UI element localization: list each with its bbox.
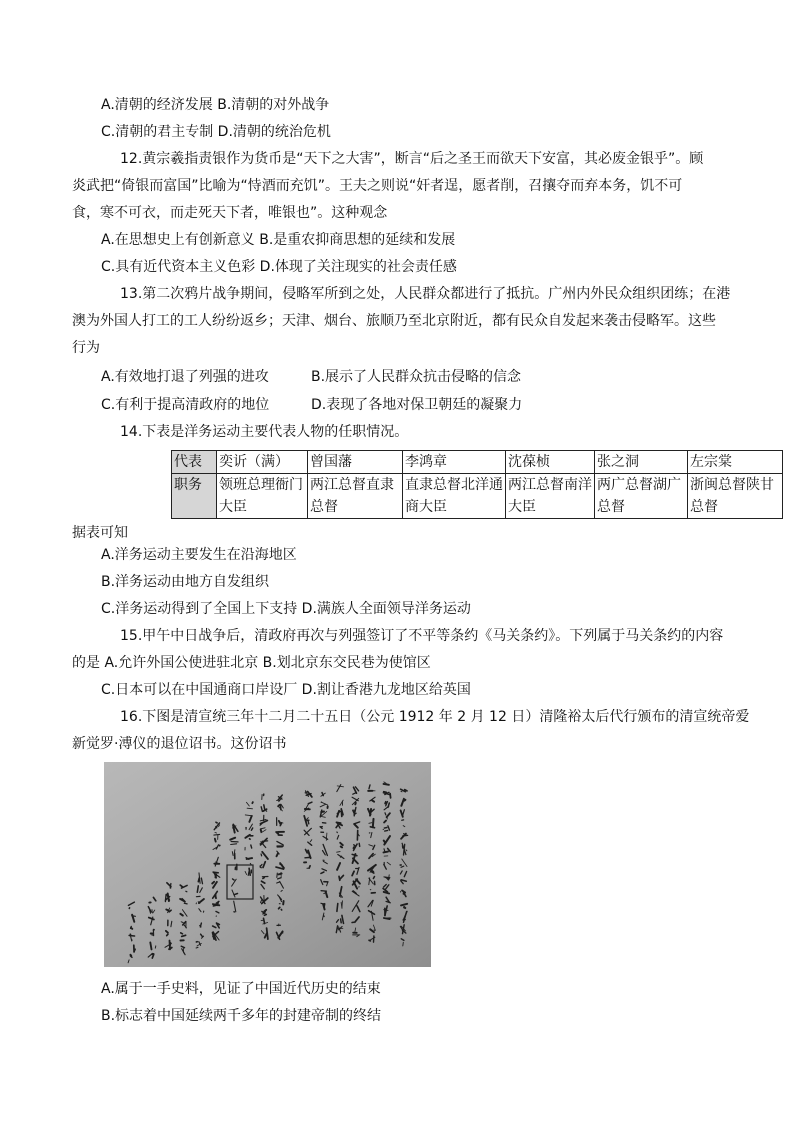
- calligraphy-stroke: [213, 905, 216, 906]
- calligraphy-stroke: [215, 896, 216, 899]
- calligraphy-stroke: [306, 820, 309, 821]
- q15-stem-line1: 15.甲午中日战争后，清政府再次与列强签订了不平等条约《马关条约》。下列属于马关条约的内容: [120, 628, 724, 644]
- calligraphy-stroke: [260, 867, 261, 868]
- calligraphy-stroke: [403, 942, 404, 946]
- calligraphy-stroke: [263, 878, 264, 879]
- calligraphy-stroke: [233, 879, 235, 880]
- calligraphy-stroke: [336, 826, 337, 828]
- q14-option-a: A.洋务运动主要发生在沿海地区: [101, 547, 297, 563]
- post-line2: 大臣: [508, 499, 536, 515]
- table-cell: [217, 474, 308, 519]
- calligraphy-stroke: [153, 930, 154, 931]
- q13-stem-line3: 行为: [72, 340, 100, 356]
- post-line2: 商大臣: [405, 499, 447, 515]
- officials-table: [171, 450, 783, 519]
- calligraphy-stroke: [324, 904, 325, 908]
- calligraphy-stroke: [373, 877, 374, 879]
- q11-option-cd: C.清朝的君主专制 D.清朝的统治危机: [101, 124, 331, 140]
- calligraphy-stroke: [276, 832, 278, 834]
- calligraphy-stroke: [384, 852, 389, 853]
- table-cell: 李鸿章: [403, 451, 506, 474]
- calligraphy-stroke: [359, 843, 360, 846]
- calligraphy-stroke: [180, 914, 182, 916]
- calligraphy-stroke: [278, 805, 280, 807]
- calligraphy-stroke: [214, 834, 220, 835]
- table-cell: [403, 474, 506, 519]
- calligraphy-stroke: [404, 800, 405, 801]
- calligraphy-stroke: [324, 893, 325, 894]
- q13-stem-line1: 13.第二次鸦片战争期间，侵略军所到之处，人民群众都进行了抵抗。广州内外民众组织团练；在港: [120, 286, 731, 302]
- calligraphy-stroke: [337, 852, 341, 853]
- calligraphy-stroke: [401, 791, 402, 792]
- calligraphy-stroke: [321, 812, 324, 813]
- calligraphy-stroke: [277, 873, 278, 877]
- calligraphy-stroke: [131, 928, 132, 929]
- calligraphy-stroke: [384, 792, 387, 793]
- q12-option-cd: C.具有近代资本主义色彩 D.体现了关注现实的社会责任感: [101, 259, 457, 275]
- post-line1: 两江总督南洋: [508, 477, 592, 493]
- calligraphy-stroke: [264, 915, 266, 916]
- q12-stem-line3: 食，寒不可衣，而走死天下者，唯银也”。这种观念: [72, 205, 388, 221]
- table-cell: [308, 474, 403, 519]
- calligraphy-stroke: [369, 940, 370, 941]
- q14-lead: 据表可知: [72, 525, 128, 541]
- calligraphy-stroke: [369, 823, 372, 824]
- calligraphy-stroke: [181, 933, 183, 934]
- calligraphy-stroke: [354, 845, 355, 846]
- q13-option-a: A.有效地打退了列强的进攻: [101, 369, 269, 385]
- post-line1: 两江总督直隶: [310, 477, 394, 493]
- calligraphy-stroke: [264, 918, 265, 923]
- calligraphy-stroke: [264, 805, 265, 809]
- table-row-head-people: 代表: [172, 451, 217, 474]
- post-line2: 总督: [310, 499, 338, 515]
- calligraphy-stroke: [384, 821, 386, 823]
- calligraphy-stroke: [218, 923, 220, 924]
- calligraphy-stroke: [339, 824, 342, 825]
- calligraphy-stroke: [341, 847, 342, 848]
- abdication-edict-photo: [104, 762, 431, 967]
- q13-stem-line2: 澳为外国人打工的工人纷纷返乡；天津、烟台、旅顺乃至北京附近，都有民众自发起来袭击侵略军。这些: [72, 313, 716, 329]
- calligraphy-stroke: [215, 833, 217, 834]
- calligraphy-stroke: [182, 935, 186, 936]
- post-line1: 领班总理衙门: [219, 477, 303, 493]
- post-line1: 浙闽总督陕甘: [690, 477, 774, 493]
- calligraphy-stroke: [247, 808, 252, 809]
- calligraphy-stroke: [165, 894, 166, 901]
- post-line1: 直隶总督北洋通: [405, 477, 503, 493]
- calligraphy-stroke: [341, 856, 342, 857]
- calligraphy-stroke: [234, 850, 235, 853]
- q16-option-a: A.属于一手史料，见证了中国近代历史的结束: [101, 981, 381, 997]
- calligraphy-stroke: [373, 819, 374, 827]
- calligraphy-stroke: [385, 813, 386, 815]
- table-cell: [506, 474, 595, 519]
- q12-stem-line1: 12.黄宗羲指责银作为货币是“天下之大害”，断言“后之圣王而欲天下安富，其必废金银乎”。顾: [120, 151, 704, 167]
- table-cell: 奕䜣（满）: [217, 451, 308, 474]
- post-line2: 总督: [597, 499, 625, 515]
- post-line2: 大臣: [219, 499, 247, 515]
- calligraphy-stroke: [279, 874, 282, 875]
- calligraphy-stroke: [212, 882, 214, 884]
- calligraphy-stroke: [404, 907, 406, 908]
- calligraphy-stroke: [261, 854, 262, 856]
- calligraphy-stroke: [384, 828, 387, 829]
- calligraphy-stroke: [261, 830, 262, 832]
- calligraphy-stroke: [384, 784, 389, 785]
- calligraphy-stroke: [385, 802, 386, 804]
- table-cell: 张之洞: [595, 451, 688, 474]
- calligraphy-stroke: [181, 922, 183, 923]
- calligraphy-stroke: [280, 805, 281, 810]
- calligraphy-stroke: [248, 872, 249, 876]
- calligraphy-stroke: [231, 844, 237, 845]
- calligraphy-stroke: [337, 904, 338, 912]
- calligraphy-stroke: [353, 847, 354, 848]
- calligraphy-stroke: [279, 907, 280, 908]
- q16-option-b: B.标志着中国延续两千多年的封建帝制的终结: [101, 1008, 382, 1024]
- calligraphy-stroke: [390, 794, 391, 798]
- calligraphy-stroke: [372, 800, 374, 801]
- table-cell: 曾国藩: [308, 451, 403, 474]
- q12-stem-line2: 炎武把“倚银而富国”比喻为“恃酒而充饥”。王夫之则说“奸者逞，愿者削，召攘夺而弃本务，饥不可: [72, 178, 683, 194]
- calligraphy-stroke: [130, 956, 132, 957]
- calligraphy-stroke: [217, 903, 218, 906]
- post-line2: 总督: [690, 499, 718, 515]
- table-cell: 左宗棠: [688, 451, 783, 474]
- q13-option-c: C.有利于提高清政府的地位: [101, 397, 270, 413]
- q15-stem-line2: 的是 A.允许外国公使进驻北京 B.划北京东交民巷为使馆区: [72, 655, 431, 671]
- q15-option-cd: C.日本可以在中国通商口岸设厂 D.割让香港九龙地区给英国: [101, 682, 471, 698]
- table-row-posts: [172, 474, 783, 519]
- calligraphy-stroke: [342, 901, 343, 908]
- q14-option-cd: C.洋务运动得到了全国上下支持 D.满族人全面领导洋务运动: [101, 601, 471, 617]
- table-cell: [688, 474, 783, 519]
- calligraphy-stroke: [385, 831, 388, 832]
- calligraphy-stroke: [252, 802, 253, 803]
- calligraphy-stroke: [196, 947, 198, 948]
- calligraphy-stroke: [198, 878, 199, 881]
- edict-manuscript-graphic: [104, 762, 431, 967]
- table-row-people: [172, 451, 783, 474]
- calligraphy-stroke: [341, 919, 342, 923]
- q13-option-d: D.表现了各地对保卫朝廷的凝聚力: [311, 397, 523, 413]
- post-line1: 两广总督湖广: [597, 477, 681, 493]
- calligraphy-stroke: [337, 822, 341, 823]
- table-cell: 沈葆桢: [506, 451, 595, 474]
- calligraphy-stroke: [197, 886, 198, 892]
- calligraphy-stroke: [404, 893, 405, 894]
- table-row-head-posts: 职务: [172, 474, 217, 519]
- calligraphy-stroke: [341, 809, 342, 817]
- q11-option-ab: A.清朝的经济发展 B.清朝的对外战争: [101, 97, 330, 113]
- q16-stem-line2: 新觉罗·溥仪的退位诏书。这份诏书: [72, 736, 287, 752]
- calligraphy-stroke: [167, 934, 168, 935]
- table-cell: [595, 474, 688, 519]
- q13-option-b: B.展示了人民群众抗击侵略的信念: [311, 369, 522, 385]
- calligraphy-stroke: [369, 785, 370, 789]
- q12-option-ab: A.在思想史上有创新意义 B.是重农抑商思想的延续和发展: [101, 232, 456, 248]
- calligraphy-stroke: [216, 822, 217, 823]
- calligraphy-stroke: [150, 942, 151, 949]
- calligraphy-stroke: [277, 853, 278, 856]
- calligraphy-stroke: [166, 931, 168, 933]
- calligraphy-stroke: [251, 845, 252, 848]
- calligraphy-stroke: [355, 803, 356, 805]
- calligraphy-stroke: [184, 903, 187, 904]
- calligraphy-stroke: [155, 946, 156, 948]
- q14-option-b: B.洋务运动由地方自发组织: [101, 574, 270, 590]
- q16-stem-line1: 16.下图是清宣统三年十二月二十五日（公元 1912 年 2 月 12 日）清隆裕太后代行颁布的清宣统帝爱: [120, 709, 750, 725]
- q14-stem: 14.下表是洋务运动主要代表人物的任职情况。: [120, 424, 409, 440]
- calligraphy-stroke: [215, 839, 216, 842]
